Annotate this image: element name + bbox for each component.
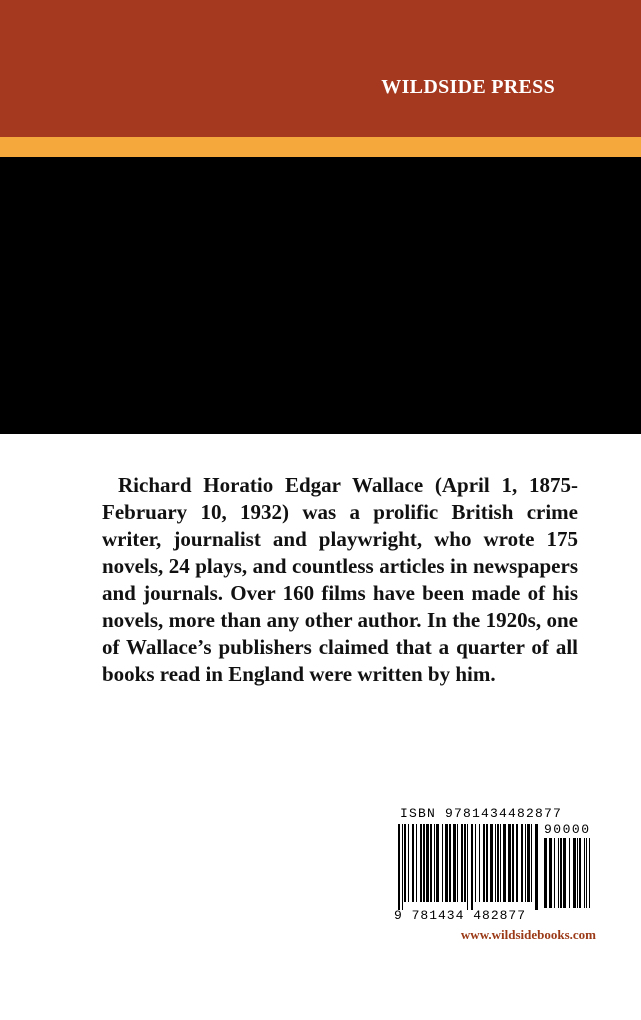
barcode-bar — [442, 824, 443, 902]
barcode-bar — [563, 838, 566, 908]
barcode-bar — [584, 838, 585, 908]
barcode-bar — [586, 838, 587, 908]
barcode-bar — [549, 838, 552, 908]
barcode-bar — [449, 824, 451, 902]
barcode-bar — [573, 838, 576, 908]
barcode-bar — [483, 824, 485, 902]
barcode-bar — [420, 824, 422, 902]
barcode-bar — [490, 824, 493, 902]
barcode-bar — [503, 824, 506, 902]
barcode-bar — [408, 824, 409, 902]
barcode-bar — [464, 824, 466, 902]
barcode-bar — [497, 824, 499, 902]
barcode-bar — [495, 824, 496, 902]
isbn-label: ISBN 9781434482877 — [400, 806, 563, 821]
barcode-bar — [434, 824, 435, 902]
barcode-bar — [423, 824, 425, 902]
barcode-bar — [398, 824, 400, 910]
website-url: www.wildsidebooks.com — [460, 927, 596, 942]
barcode-bar — [527, 824, 530, 902]
barcode-bar — [486, 824, 488, 902]
barcode-bar — [467, 824, 468, 910]
barcode-bar — [544, 838, 547, 908]
barcode-bar — [577, 838, 578, 908]
ean-digits: 9 781434 482877 — [394, 908, 527, 923]
barcode-bar — [426, 824, 429, 902]
barcode-bar — [508, 824, 511, 902]
isbn-barcode — [394, 806, 592, 930]
barcode-bar — [416, 824, 417, 902]
barcode-bar — [558, 838, 559, 908]
barcode-bar — [516, 824, 518, 902]
barcode-bar — [436, 824, 439, 902]
top-color-band — [0, 0, 641, 137]
barcode-bar — [479, 824, 480, 902]
barcode-bar — [412, 824, 414, 902]
barcode-bar — [535, 824, 538, 910]
barcode-bar — [402, 824, 403, 910]
addon-barcode-bars — [544, 838, 590, 908]
barcode-bar — [471, 824, 473, 910]
barcode-bar — [531, 824, 532, 902]
barcode-bar — [453, 824, 456, 902]
barcode-bar — [512, 824, 514, 902]
ean-barcode-bars — [398, 824, 540, 910]
orange-stripe — [0, 137, 641, 157]
barcode-bar — [554, 838, 555, 908]
barcode-bar — [457, 824, 458, 902]
barcode-bar — [560, 838, 562, 908]
barcode-bar — [500, 824, 501, 902]
barcode-bar — [569, 838, 570, 908]
barcode-bar — [445, 824, 448, 902]
barcode-bar — [430, 824, 432, 902]
addon-digits: 90000 — [544, 822, 591, 837]
barcode-bar — [404, 824, 406, 902]
publisher-name: WILDSIDE PRESS — [381, 76, 555, 98]
barcode-bar — [579, 838, 581, 908]
barcode-bar — [525, 824, 526, 902]
barcode-bar — [521, 824, 523, 902]
author-blurb: Richard Horatio Edgar Wallace (April 1, 1875-February 10, 1932) was a prolific British crime writer, journalist and playwright, who wrote 175 novels, 24 plays, and countless articles in newspapers and journals. Over 160 films have been made of his novels, more than any other author. In the 1920s, one of Wallace’s publishers claimed that a quarter of all books read in England were written by him. — [102, 473, 578, 686]
barcode-bar — [589, 838, 590, 908]
black-band — [0, 157, 641, 434]
barcode-bar — [461, 824, 463, 902]
barcode-bar — [475, 824, 476, 902]
